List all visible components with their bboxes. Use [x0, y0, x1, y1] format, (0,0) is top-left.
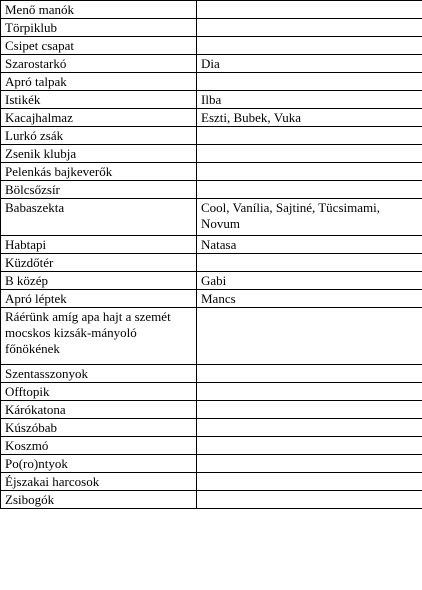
table-row — [1, 109, 422, 127]
group-name-cell: B közép — [1, 272, 197, 290]
group-name-cell: Szarostarkó — [1, 55, 197, 73]
members-cell — [197, 473, 422, 491]
table-row — [1, 91, 422, 109]
members-cell — [197, 419, 422, 437]
group-name-cell: Istikék — [1, 91, 197, 109]
members-cell: Natasa — [197, 236, 422, 254]
table-row — [1, 473, 422, 491]
table-row — [1, 1, 422, 19]
members-cell: Cool, Vanília, Sajtiné, Tücsimami, Novum — [197, 199, 422, 236]
members-cell: Ilba — [197, 91, 422, 109]
table-row — [1, 365, 422, 383]
table-row — [1, 401, 422, 419]
group-name-cell: Babaszekta — [1, 199, 197, 236]
table-row — [1, 199, 422, 236]
group-name-cell: Zsenik klubja — [1, 145, 197, 163]
table-row — [1, 127, 422, 145]
members-cell: Gabi — [197, 272, 422, 290]
table-row — [1, 236, 422, 254]
group-name-cell: Csipet csapat — [1, 37, 197, 55]
table-row — [1, 290, 422, 308]
group-name-cell: Offtopik — [1, 383, 197, 401]
group-name-cell: Kúszóbab — [1, 419, 197, 437]
members-cell: Eszti, Bubek, Vuka — [197, 109, 422, 127]
group-name-cell: Habtapi — [1, 236, 197, 254]
members-cell: Dia — [197, 55, 422, 73]
table-row — [1, 455, 422, 473]
table-row — [1, 37, 422, 55]
group-name-cell: Pelenkás bajkeverők — [1, 163, 197, 181]
members-cell — [197, 308, 422, 365]
table-row — [1, 419, 422, 437]
members-cell — [197, 163, 422, 181]
group-name-cell: Menő manók — [1, 1, 197, 19]
members-cell — [197, 1, 422, 19]
members-cell — [197, 37, 422, 55]
members-cell — [197, 145, 422, 163]
table-row — [1, 437, 422, 455]
group-name-cell: Küzdőtér — [1, 254, 197, 272]
table-row — [1, 272, 422, 290]
group-name-cell: Po(ro)ntyok — [1, 455, 197, 473]
table-row — [1, 145, 422, 163]
members-cell — [197, 437, 422, 455]
members-cell — [197, 254, 422, 272]
table-row — [1, 163, 422, 181]
table-row — [1, 491, 422, 509]
group-name-cell: Szentasszonyok — [1, 365, 197, 383]
members-cell — [197, 19, 422, 37]
table-row — [1, 55, 422, 73]
table-row — [1, 383, 422, 401]
group-name-cell: Kárókatona — [1, 401, 197, 419]
table-row — [1, 19, 422, 37]
members-cell — [197, 365, 422, 383]
group-name-cell: Lurkó zsák — [1, 127, 197, 145]
members-cell — [197, 383, 422, 401]
members-cell — [197, 401, 422, 419]
members-cell — [197, 491, 422, 509]
members-cell: Mancs — [197, 290, 422, 308]
group-name-cell: Bölcsőzsír — [1, 181, 197, 199]
group-name-cell: Zsibogók — [1, 491, 197, 509]
table-row — [1, 308, 422, 365]
group-name-cell: Apró talpak — [1, 73, 197, 91]
members-cell — [197, 73, 422, 91]
table-row — [1, 73, 422, 91]
group-name-cell: Koszmó — [1, 437, 197, 455]
table-row — [1, 181, 422, 199]
members-cell — [197, 455, 422, 473]
group-name-cell: Apró léptek — [1, 290, 197, 308]
table-row — [1, 254, 422, 272]
members-cell — [197, 127, 422, 145]
group-name-cell: Éjszakai harcosok — [1, 473, 197, 491]
members-cell — [197, 181, 422, 199]
group-name-cell: Törpiklub — [1, 19, 197, 37]
group-name-cell: Kacajhalmaz — [1, 109, 197, 127]
group-name-cell: Ráérünk amíg apa hajt a szemét mocskos kizsák-mányoló főnökének — [1, 308, 197, 365]
